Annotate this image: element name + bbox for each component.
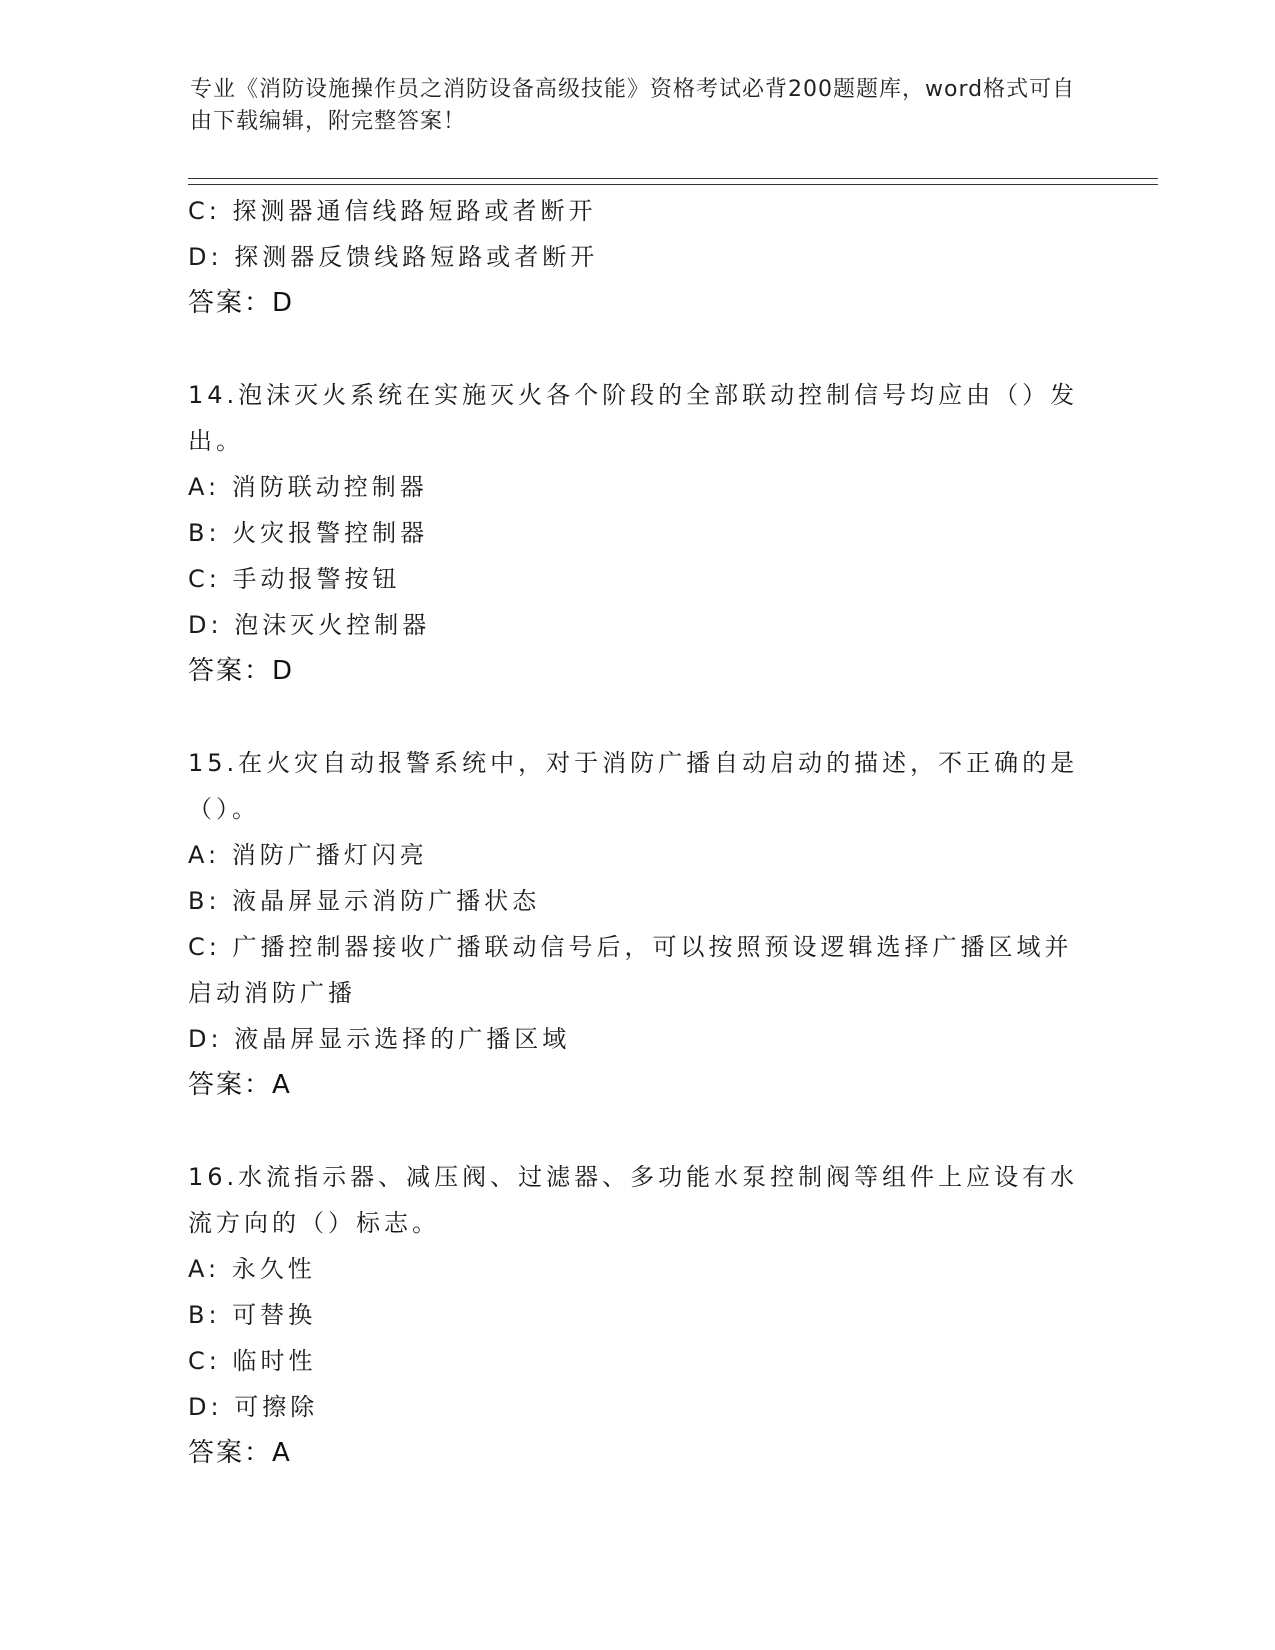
option-a: A: 消防广播灯闪亮: [188, 841, 428, 869]
option-c: C: 手动报警按钮: [188, 565, 401, 593]
option-c: C: 临时性: [188, 1347, 317, 1375]
question-14: [188, 372, 1088, 694]
question-list: [188, 188, 1088, 1476]
option-b: B: 液晶屏显示消防广播状态: [188, 887, 541, 915]
option-c: C: 探测器通信线路短路或者断开: [188, 197, 597, 225]
option-a: A: 消防联动控制器: [188, 473, 428, 501]
option-d: D: 液晶屏显示选择的广播区域: [188, 1025, 571, 1053]
question-text: 15.在火灾自动报警系统中，对于消防广播自动启动的描述，不正确的是（）。: [188, 749, 1079, 823]
question-text: 16.水流指示器、减压阀、过滤器、多功能水泵控制阀等组件上应设有水流方向的（）标志。: [188, 1163, 1079, 1237]
option-a: A: 永久性: [188, 1255, 316, 1283]
option-b: B: 火灾报警控制器: [188, 519, 429, 547]
question-15: [188, 740, 1088, 1108]
option-d: D: 泡沫灭火控制器: [188, 611, 431, 639]
answer: 答案：A: [188, 1438, 292, 1468]
question-13-tail: [188, 188, 1088, 326]
header-rule-top: [188, 178, 1158, 179]
question-16: [188, 1154, 1088, 1476]
option-d: D: 探测器反馈线路短路或者断开: [188, 243, 599, 271]
header-rule-bottom: [188, 184, 1158, 185]
answer: 答案：D: [188, 288, 295, 318]
answer: 答案：A: [188, 1070, 292, 1100]
question-text: 14.泡沫灭火系统在实施灭火各个阶段的全部联动控制信号均应由（）发出。: [188, 381, 1079, 455]
option-c: C: 广播控制器接收广播联动信号后，可以按照预设逻辑选择广播区域并启动消防广播: [188, 933, 1073, 1007]
document-header: 专业《消防设施操作员之消防设备高级技能》资格考试必背200题题库，word格式可自由下载编辑，附完整答案！: [190, 77, 1076, 134]
option-b: B: 可替换: [188, 1301, 317, 1329]
option-d: D: 可擦除: [188, 1393, 319, 1421]
answer: 答案：D: [188, 656, 295, 686]
